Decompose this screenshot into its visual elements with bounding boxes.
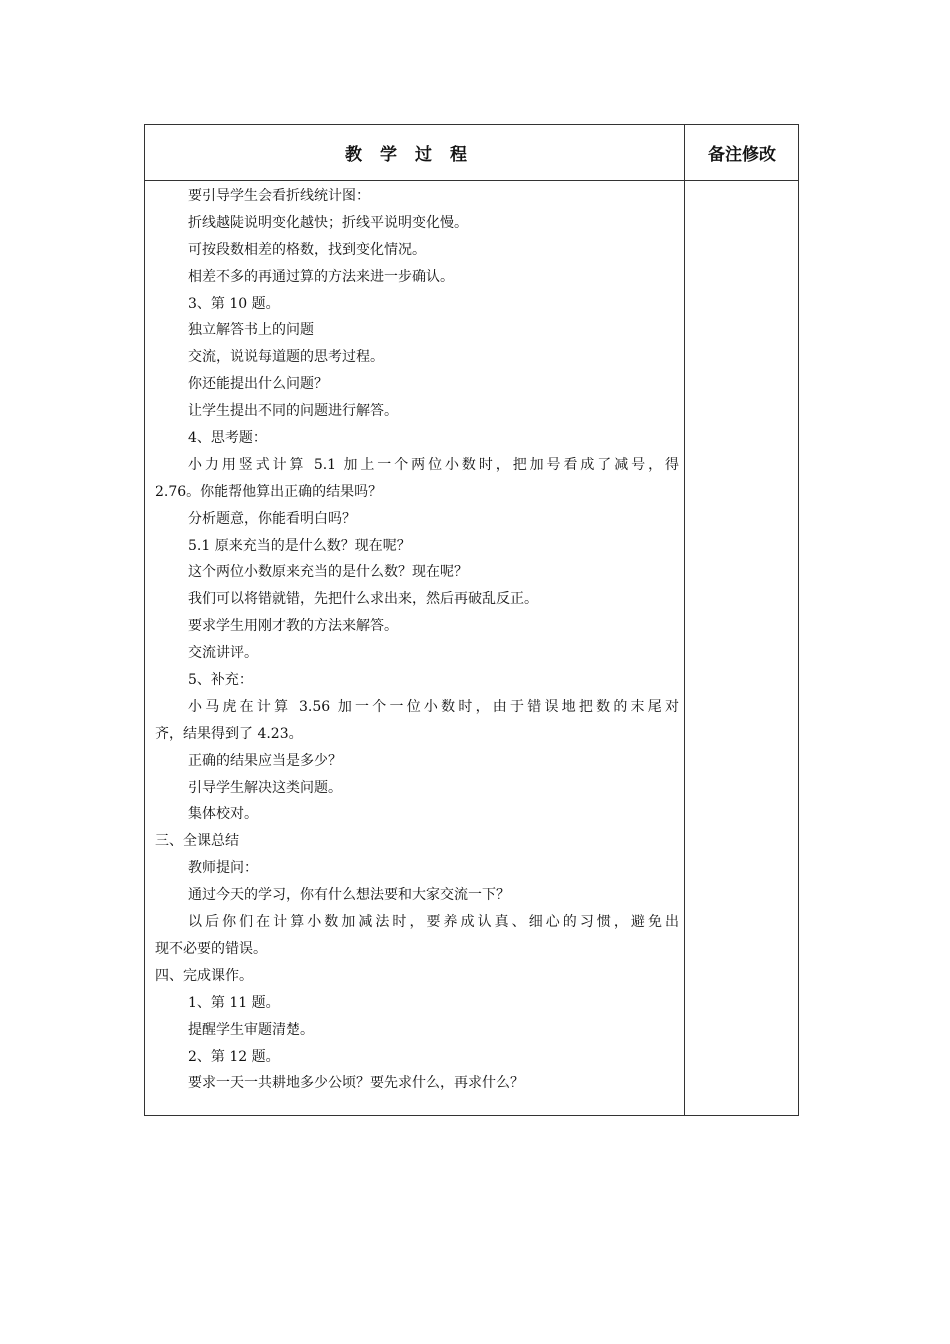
content-line: 让学生提出不同的问题进行解答。 [188, 403, 398, 420]
content-line: 四、完成课作。 [155, 967, 253, 984]
content-line: 4、思考题： [188, 430, 267, 447]
content-line: 要求学生用刚才教的方法来解答。 [188, 618, 398, 635]
content-line: 分析题意，你能看明白吗？ [188, 510, 356, 527]
content-line: 3、第 10 题。 [188, 295, 280, 312]
content-line: 正确的结果应当是多少？ [188, 752, 342, 769]
content-line: 小马虎在计算 3.56 加一个一位小数时，由于错误地把数的末尾对 [188, 698, 679, 715]
content-line: 这个两位小数原来充当的是什么数？现在呢？ [188, 564, 468, 581]
content-line: 5.1 原来充当的是什么数？现在呢？ [188, 537, 411, 554]
content-line: 2.76。你能帮他算出正确的结果吗？ [155, 483, 383, 500]
content-line: 要引导学生会看折线统计图： [188, 188, 370, 204]
notes-heading: 备注修改 [708, 145, 776, 165]
content-line: 可按段数相差的格数，找到变化情况。 [188, 241, 426, 258]
content-line: 5、补充： [188, 672, 253, 689]
content-line: 交流，说说每道题的思考过程。 [188, 349, 384, 366]
content-line: 1、第 11 题。 [188, 994, 280, 1011]
content-line: 我们可以将错就错，先把什么求出来，然后再破乱反正。 [188, 591, 538, 608]
content-line: 提醒学生审题清楚。 [188, 1021, 314, 1038]
teaching-process-content [155, 183, 679, 1097]
content-line: 集体校对。 [188, 806, 258, 823]
content-line: 齐，结果得到了 4.23。 [155, 725, 303, 742]
content-line: 2、第 12 题。 [188, 1048, 280, 1065]
content-line: 现不必要的错误。 [155, 940, 267, 957]
content-line: 通过今天的学习，你有什么想法要和大家交流一下？ [188, 887, 510, 904]
lesson-table [144, 124, 799, 1116]
table-header-row [145, 125, 798, 181]
content-line: 交流讲评。 [188, 645, 258, 662]
content-line: 以后你们在计算小数加减法时，要养成认真、细心的习惯，避免出 [188, 914, 679, 931]
teaching-process-heading: 教学过程 [345, 145, 485, 165]
content-line: 要求一天一共耕地多少公顷？要先求什么，再求什么？ [188, 1075, 524, 1092]
content-line: 独立解答书上的问题 [188, 322, 314, 339]
content-line: 三、全课总结 [155, 833, 239, 850]
content-line: 小力用竖式计算 5.1 加上一个两位小数时，把加号看成了减号，得 [188, 456, 679, 473]
content-line: 相差不多的再通过算的方法来进一步确认。 [188, 268, 454, 285]
column-divider [684, 125, 685, 1115]
content-line: 折线越陡说明变化越快；折线平说明变化慢。 [188, 214, 468, 231]
content-line: 引导学生解决这类问题。 [188, 779, 342, 796]
content-line: 教师提问： [188, 860, 258, 877]
content-line: 你还能提出什么问题？ [188, 376, 328, 393]
